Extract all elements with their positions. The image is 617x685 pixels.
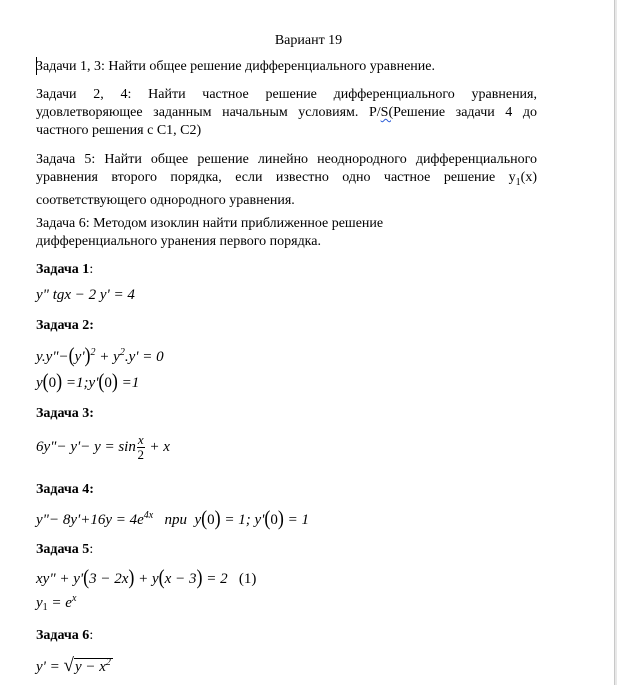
square-root: $√y - x^2$ <box>63 655 111 676</box>
task-5-heading: Задача 5: <box>36 542 94 557</box>
task-2-initial-conditions: y(0) =1;y'(0) =1 <box>36 369 140 393</box>
task-4-equation: y"− $8y'+16y = 4e^{4x}$ при y(0) = 1; y'(0) = 1 <box>36 506 309 530</box>
task-5-equation: xy" + y'(3 − 2x) + y(x − 3) = 2 (1) <box>36 565 257 589</box>
document-title: Вариант 19 <box>274 33 343 48</box>
instruction-task-6[interactable]: Задача 6: Методом изоклин найти приближенное решение дифференциального уранения первого порядка. <box>36 216 384 249</box>
task-6-heading: Задача 6: <box>36 628 94 643</box>
equation-number: (1) <box>238 571 257 587</box>
task-1-heading: Задача 1: <box>36 262 94 277</box>
task-1-equation: y" tgx − 2 y' = 4 <box>36 287 135 303</box>
instruction-task-5[interactable]: Задача 5: Найти общее решение линейно неоднородного дифференциального уравнения второго порядка, если известно одно частное решение $y_1(x)$ соответствующего однородного уравнения. <box>36 152 537 208</box>
task-5-particular-solution: $y_1 = e^x$ <box>36 593 77 613</box>
instruction-tasks-1-3[interactable]: Задачи 1, 3: Найти общее решение дифференциального уравнение. <box>36 59 435 74</box>
task-2-heading: Задача 2: <box>36 318 94 333</box>
spellcheck-mark[interactable]: S( <box>380 105 394 120</box>
page-edge <box>614 0 615 685</box>
instruction-tasks-2-4[interactable]: Задачи 2, 4: Найти частное решение дифференциального уравнения, удовлетворяющее заданным начальным условиям. P/S(Решение задачи 4 до частного решения с С1, С2) <box>36 87 538 138</box>
task-6-equation: $y' = √y - x^2$ <box>36 655 111 676</box>
fraction: $\frac{x}{2}$ <box>137 432 144 462</box>
task-4-heading: Задача 4: <box>36 482 94 497</box>
task-3-equation: 6y"− y'− y = sin $\frac{x}{2}$ + x <box>36 432 170 462</box>
task-2-equation: $y.y"-(y')^2 + y^2.y' = 0$ <box>36 343 164 367</box>
task-3-heading: Задача 3: <box>36 406 94 421</box>
